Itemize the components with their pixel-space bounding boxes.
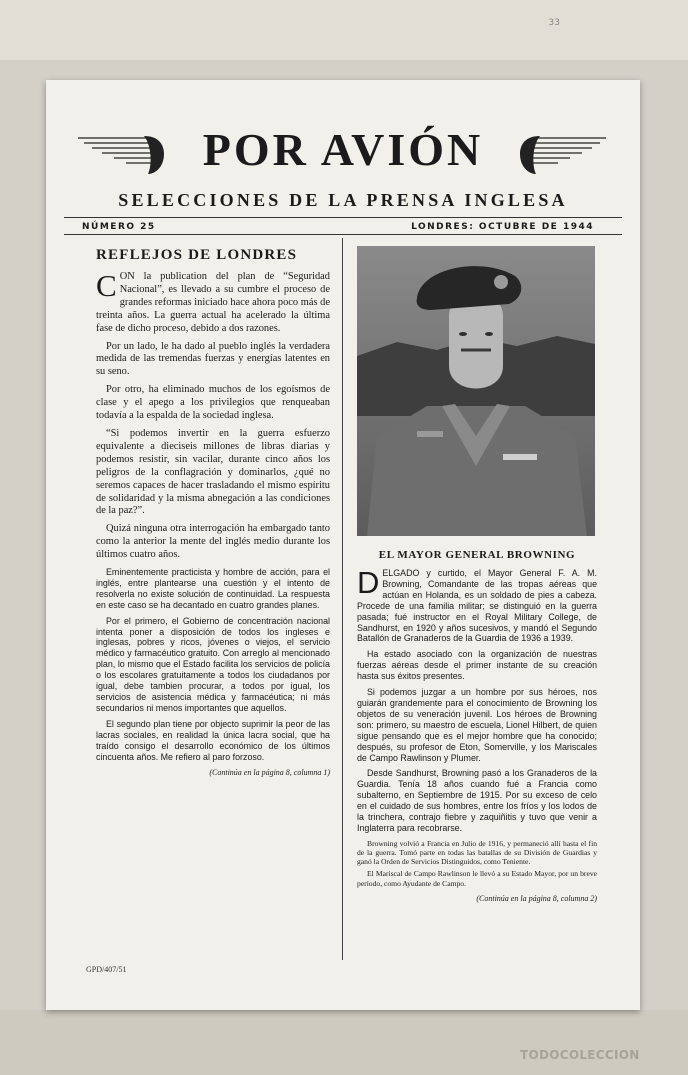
paragraph: Ha estado asociado con la organización de nuestras fuerzas aéreas desde el primer instante de su creación hasta sus éxitos presentes. — [357, 649, 597, 682]
masthead-subtitle: SELECCIONES DE LA PRENSA INGLESA — [118, 190, 568, 210]
newspaper-sheet — [46, 80, 640, 1010]
paragraph: Desde Sandhurst, Browning pasó a los Granaderos de la Guardia. Tenía 18 años cuando fué a Francia como subalterno, en Septiembre de 1915. Por su exceso de celo en el cuidado de sus hombres, entre los fríos y los lodos de la trinchera, contrajo fiebre y zaquiñitis y tuvo que venir a Inglaterra para recobrarse. — [357, 768, 597, 833]
paragraph-text: ELGADO y curtido, el Mayor General F. A. M. Browning, Comandante de las tropas aéreas que actúan en Holanda, es un soldado de pies a cabeza. Procede de una familia militar; se distinguió en la guerra pasada; fué instructor en el Royal Military College, de Sandhurst, en 1920 y años sucesivos, y mandó el Segundo Batallón de Granaderos de la Guardia de 1936 a 1939. — [357, 568, 597, 644]
paragraph: El segundo plan tiene por objecto suprimir la peor de las lacras sociales, en realidad la única lacra social, que ha traído consigo el desarrollo económico de los últimos cincuenta años. Me refiero al paro forzoso. — [96, 718, 330, 762]
watermark: TODOCOLECCION — [520, 1048, 640, 1062]
drop-cap: D — [357, 565, 380, 600]
corner-mark: 33 — [548, 18, 560, 28]
background-bottom — [0, 1010, 688, 1075]
paragraph — [357, 565, 597, 644]
drop-cap: C — [96, 268, 117, 303]
photo-caption: EL MAYOR GENERAL BROWNING — [378, 549, 576, 561]
left-column — [96, 246, 330, 777]
issue-number: NÚMERO 25 — [82, 222, 156, 232]
portrait-illustration — [357, 246, 595, 536]
header-rule-top — [64, 217, 622, 218]
paragraph: Eminentemente practicista y hombre de acción, para el inglés, entre plantearse una cuestión y el intento de resolverla no existe solución de continuidad. La respuesta en este caso se ha decantado en cuatro grandes planes. — [96, 567, 330, 610]
paragraph: Por un lado, le ha dado al pueblo inglés la verdadera medida de las tremendas fuerzas y energías latentes en su seno. — [96, 340, 330, 378]
paragraph: Browning volvió a Francia en Julio de 1916, y permaneció allí hasta el fin de la guerra. Tomó parte en todas las batallas de su División de Guardias y ganó la Orden de Servicios Distinguidos, como Teniente. — [357, 838, 597, 867]
header-rule-bottom — [64, 234, 622, 235]
issue-date: LONDRES: OCTUBRE DE 1944 — [411, 222, 594, 232]
paragraph: Por otro, ha eliminado muchos de los egoísmos de clase y el apego a los privilegios que renqueaban todavía a la espalda de la sociedad inglesa. — [96, 384, 330, 422]
paragraph: Por el primero, el Gobierno de concentración nacional intenta poner a disposición de todos los ingleses e inglesas, pobres y ricos, jóvenes o viejos, el servicio médico y farmacéutico gratuito. Con arreglo al mencionado plan, lo mismo que el Estado facilita los servicios de policía o los escolares gratuitamente a todos los ciudadanos por igual, debe tambien procurar, a todos por igual, los servicios de asistencia médica y farmacéutica; ni más secundarios ni menos importantes que aquellos. — [96, 615, 330, 713]
paragraph — [96, 268, 330, 336]
background-top — [0, 0, 688, 60]
print-code: GPD/407/51 — [86, 965, 127, 974]
paragraph: “Si podemos invertir en la guerra esfuerzo equivalente a dieciseis millones de libras diarias y podemos resistir, sin vacilar, durante cinco años los peligros de la conflagración y dominarlos, ¿qué no seremos capaces de hacer trasladando el mismo espíritu de solidaridad y la misma abnegación a las condiciones de la paz?”. — [96, 427, 330, 517]
portrait-photo — [357, 246, 595, 536]
masthead-title: POR AVIÓN — [202, 124, 484, 175]
paragraph: Quizá ninguna otra interrogación ha embargado tanto como la anterior la mente del inglés medio durante los últimos cuatro años. — [96, 523, 330, 561]
paragraph-text: ON la publication del plan de “Seguridad Nacional”, es llevado a su cumbre el proceso de grandes reformas iniciado hace ahora poco más de treinta años. La guerra actual ha acelerado la última fase de dicho proceso, debido a dos razones. — [96, 271, 330, 334]
continued-note: (Continúa en la página 8, columna 2) — [476, 893, 597, 903]
paragraph: Si podemos juzgar a un hombre por sus héroes, nos guiarán grandemente para el conocimiento de Browning los objetos de su veneración juvenil. Los héroes de Browning son: primero, su maestro de escuela, Lionel Hilbert, de quien sigue pensando que es el mejor hombre que ha conocido; después, su profesor de Eton, Somerville, y los Mariscales de Campo Rawlinson y Plumer. — [357, 687, 597, 763]
column-divider — [342, 238, 343, 960]
article-title: REFLEJOS DE LONDRES — [96, 247, 298, 263]
continued-note: (Continúa en la página 8, columna 1) — [209, 768, 330, 778]
paragraph: El Mariscal de Campo Rawlinson le llevó a su Estado Mayor, por un breve período, como Ayudante de Campo. — [357, 869, 597, 888]
right-column — [357, 246, 597, 903]
